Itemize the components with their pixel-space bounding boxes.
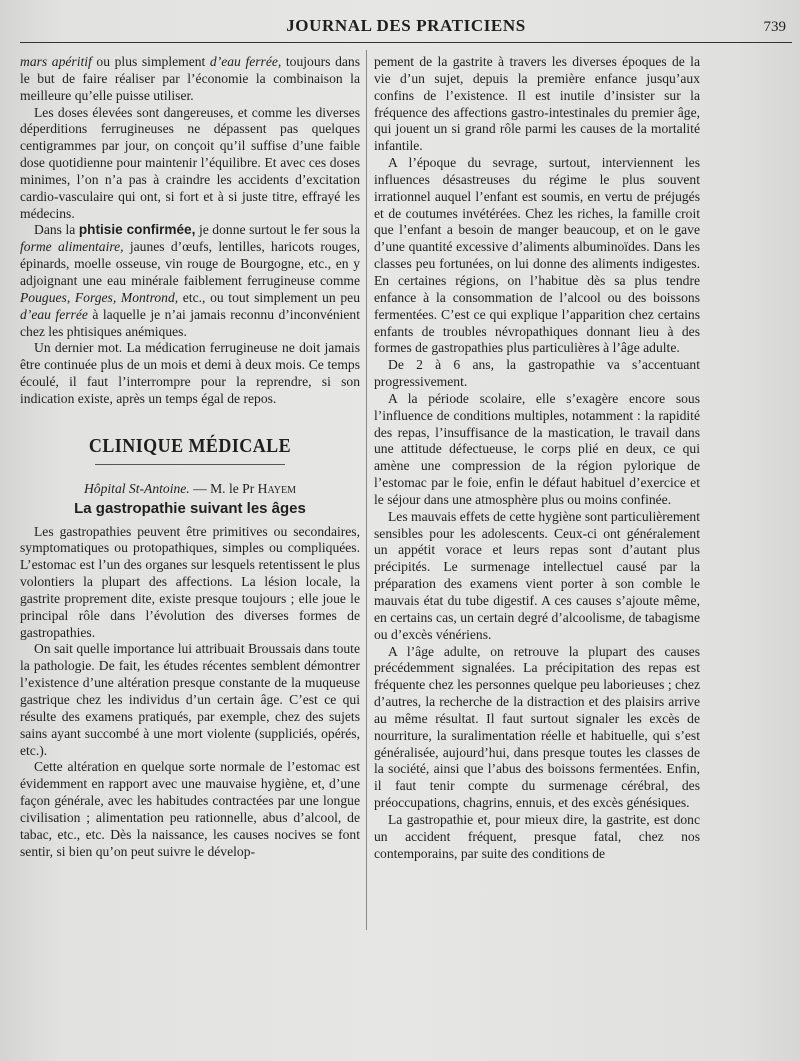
left-column [20,54,360,860]
paragraph: De 2 à 6 ans, la gastropathie va s’accentuant progressivement. [374,357,700,390]
section-spacer [20,408,360,430]
paragraph: La gastropathie et, pour mieux dire, la gastrite, est donc un accident fréquent, presque fatal, chez nos contemporains, par suite des conditions de [374,811,700,861]
paragraph: Un dernier mot. La médication ferrugineuse ne doit jamais être continuée plus de un mois et demi à deux mois. Ce temps écoulé, il faut l’interrompre pour la reprendre, si son indication existe, après un temps égal de repos. [20,340,360,406]
paragraph [20,222,360,340]
right-column [374,54,700,863]
paragraph: Les doses élevées sont dangereuses, et comme les diverses déperditions ferrugineuses ne dépassent pas quelques centigrammes par jour, on conçoit qu’il suffise d’une faible dose quotidienne pour maintenir l’équilibre. Et avec ces doses minimes, l’on n’a pas à craindre les accidents d’excitation cardio-vasculaire qui ont, si fort et à si juste titre, effrayé les médecins. [20,104,360,221]
text-run: ou plus simplement [91,54,210,69]
paragraph [20,54,360,105]
paragraph: A l’époque du sevrage, surtout, interviennent les influences désastreuses du régime le plus souvent irrationnel auquel l’enfant est soumis, en vertu de préjugés et de coutumes invétérées. Chez les riches, la famille croit que l’enfant a besoin de manger beaucoup, et on le gave d’une quantité excessive d’aliments albuminoïdes. Dans les classes peu fortunées, on lui donne des aliments indigestes. En certaines régions, on l’habitue dès sa plus tendre enfance à la consommation de l’alcool ou des boissons fermentées. C’est ce qui explique l’apparition chez certains enfants de troubles névropathiques donnant lieu à des formes de gastropathies plus particulières à l’âge adulte. [374,155,700,356]
text-run: toujours dans le but de faire réaliser par l’économie la combinaison la meilleure qu’elle puisse utiliser. [20,54,360,103]
article-title: La gastropathie suivant les âges [74,499,306,517]
italic-text: forme alimentaire, [20,239,124,255]
text-run: à laquelle je n’ai jamais reconnu d’inconvénient chez les phtisiques anémiques. [20,306,361,339]
text-run: etc., ou tout simplement un peu [178,289,360,305]
paragraph: A l’âge adulte, on retrouve la plupart des causes précédemment signalées. La précipitation des repas est fréquente chez les personnes quelque peu laborieuses ; chez d’autres, la recherche de la distraction et des plaisirs arrive au même résultat. Il faut surtout signaler les excès de nourriture, la suralimentation réelle et habituelle, qui s’est généralisée, aujourd’hui, dans presque toutes les classes de la société, ainsi que l’abus des boissons fermentées. Enfin, il faut tenir compte du surmenage cérébral, des préoccupations, chagrins, ennuis, et des excès génésiques. [374,643,700,811]
running-header [20,14,792,43]
page-number: 739 [763,19,786,35]
location-line [20,481,360,498]
section-underline [95,464,285,465]
italic-text: d’eau ferrée [20,306,88,322]
text-run: jaunes d’œufs, lentilles, haricots rouges, épinards, moelle osseuse, vin rouge de Bourgogne, etc., en y adjoignant une eau minérale faiblement ferrugineuse comme [20,239,360,288]
paragraph: Les gastropathies peuvent être primitives ou secondaires, symptomatiques ou protopathiques, simples ou compliquées. L’estomac est l’un des organes sur lesquels retentissent le plus volontiers la plupart des affections. La lésion locale, la gastrite proprement dite, existe presque toujours ; elle joue le principal rôle dans l’évolution des diverses formes de gastropathies. [20,523,360,640]
text-run: — M. le Pr [189,480,258,496]
column-divider [366,50,367,930]
paragraph: Cette altération en quelque sorte normale de l’estomac est évidemment en rapport avec une mauvaise hygiène, et, d’une façon générale, avec les habitudes contractées par une longue civilisation ; alimentation peu rationnelle, abus d’alcool, de tabac, etc., etc. Dès la naissance, les causes nocives se font sentir, si bien qu’on peut suivre le dévelop- [20,759,360,859]
paragraph: Les mauvais effets de cette hygiène sont particulièrement sensibles pour les adolescents. Ceux-ci ont généralement un appétit vorace et leurs repas sont d’autant plus précipités. Le surmenage intellectuel causé par la préparation des examens vient porter à son comble le mauvais état du tube digestif. A ces causes s’ajoute même, en certains cas, un certain degré d’alcoolisme, de tabagisme ou d’excès vénériens. [374,508,700,642]
text-run: je donne surtout le fer sous la [195,222,360,238]
paragraph: A la période scolaire, elle s’exagère encore sous l’influence de conditions multiples, notamment : la rapidité des repas, l’insuffisance de la mastication, le travail dans une attitude défectueuse, le corps plié en deux, ce qui amène une compression de la région pylorique de l’estomac par le foie, enfin le défaut habituel d’exercice et le séjour dans une atmosphère plus ou moins confinée. [374,390,700,507]
text-run: Dans la [34,222,79,238]
journal-title: JOURNAL DES PRATICIENS [286,16,526,35]
paragraph: pement de la gastrite à travers les diverses époques de la vie d’un sujet, depuis la première enfance jusqu’aux confins de l’existence. Il est inutile d’insister sur la fréquence des affections gastro-intestinales du premier âge, qui jouent un si grand rôle parmi les causes de la mortalité infantile. [374,54,700,154]
italic-text: mars apéritif [20,54,92,69]
hospital-name: Hôpital St-Antoine. [83,480,190,496]
paragraph: On sait quelle importance lui attribuait Broussais dans toute la pathologie. De fait, les études récentes semblent démontrer l’existence d’une altération presque constante de la muqueuse gastrique chez les individus d’un certain âge. C’est ce qui résulte des examens pratiqués, par exemple, chez des sujets sains ayant succombé à une mort violente (suppliciés, opérés, etc.). [20,641,360,758]
section-title: CLINIQUE MÉDICALE [88,434,292,457]
bold-term: phtisie confirmée, [78,222,196,238]
italic-text: Pougues, Forges, Montrond, [20,289,179,305]
italic-text: d’eau ferrée, [209,54,282,69]
author-name: Hayem [257,480,297,496]
